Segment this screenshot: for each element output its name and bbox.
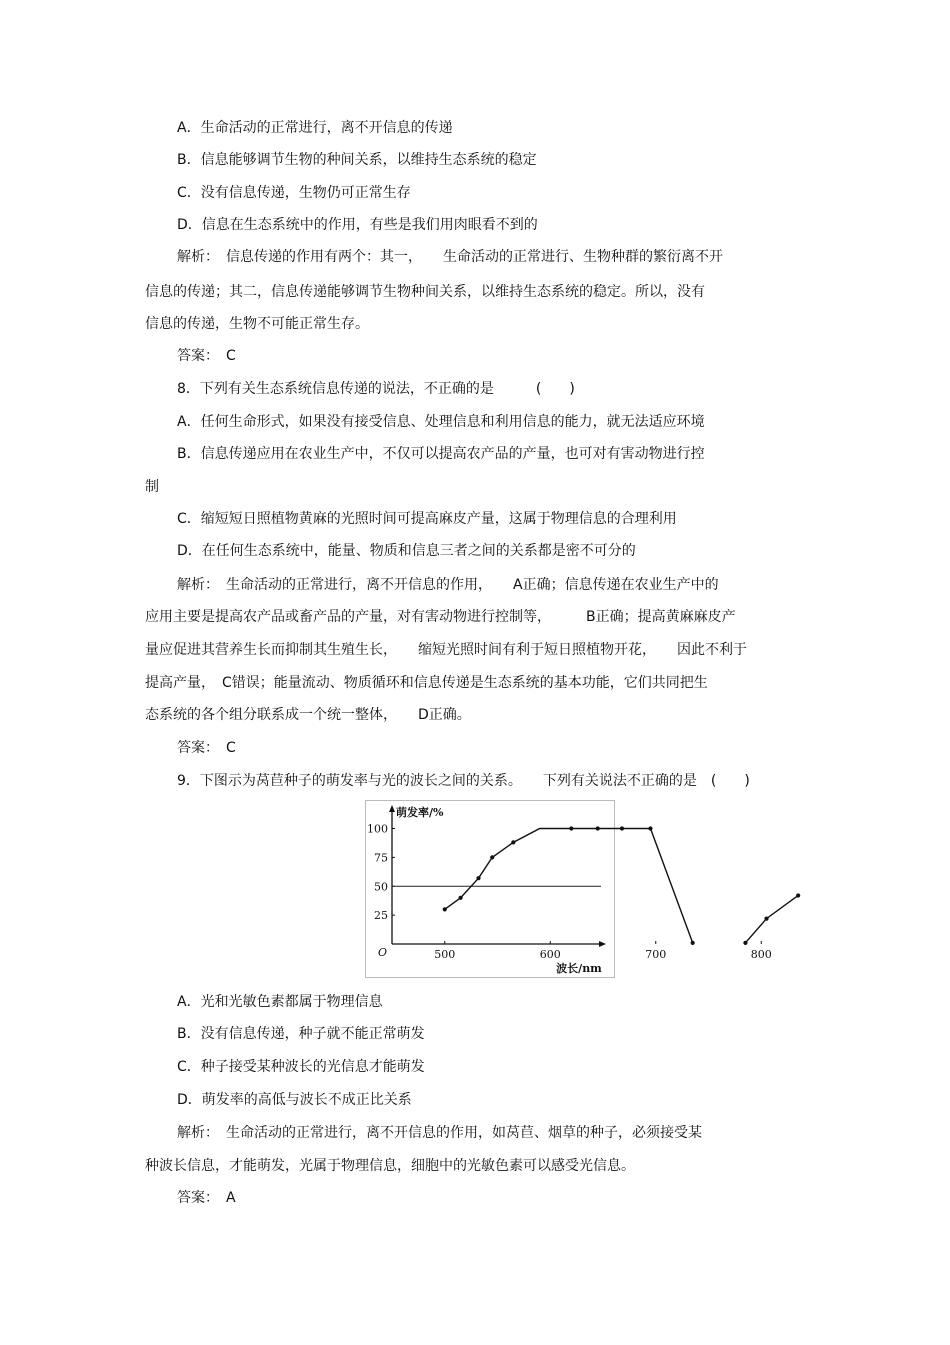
analysis-line: 解析： 信息传递的作用有两个：其一， 生命活动的正常进行、生物种群的繁衍离不开 bbox=[177, 249, 723, 265]
option-b: B．没有信息传递，种子就不能正常萌发 bbox=[177, 1026, 425, 1042]
option-c: C．缩短短日照植物黄麻的光照时间可提高麻皮产量，这属于物理信息的合理利用 bbox=[177, 511, 677, 527]
y-axis-label: 萌发率/% bbox=[396, 806, 444, 819]
option-a: A．光和光敏色素都属于物理信息 bbox=[177, 994, 383, 1010]
y-tick-label: 100 bbox=[367, 822, 388, 836]
analysis-line: 应用主要是提高农产品或畜产品的产量，对有害动物进行控制等， B正确；提高黄麻麻皮产 bbox=[145, 609, 736, 625]
option-a: A．生命活动的正常进行，离不开信息的传递 bbox=[177, 120, 453, 136]
y-axis-arrow bbox=[389, 805, 395, 812]
data-point bbox=[569, 826, 573, 830]
data-point bbox=[743, 941, 747, 945]
y-tick-label: 75 bbox=[374, 851, 388, 865]
question-8-stem: 8．下列有关生态系统信息传递的说法，不正确的是 ( ) bbox=[177, 381, 575, 397]
x-tick-label: 500 bbox=[434, 948, 456, 961]
question-9-stem: 9．下图示为莴苣种子的萌发率与光的波长之间的关系。 下列有关说法不正确的是 ( ) bbox=[177, 773, 750, 789]
y-tick-label: 50 bbox=[374, 880, 388, 894]
germination-curve bbox=[445, 829, 693, 943]
data-point bbox=[648, 826, 652, 830]
data-point bbox=[511, 840, 515, 844]
analysis-line: 信息的传递；其二，信息传递能够调节生物种间关系，以维持生态系统的稳定。所以，没有 bbox=[145, 284, 705, 300]
answer-line: 答案： A bbox=[177, 1190, 236, 1206]
option-d: D．萌发率的高低与波长不成正比关系 bbox=[177, 1092, 412, 1108]
chart-frame bbox=[366, 801, 615, 978]
germination-chart bbox=[365, 800, 772, 978]
data-point bbox=[458, 896, 462, 900]
analysis-line: 解析： 生命活动的正常进行，离不开信息的作用，如莴苣、烟草的种子，必须接受某 bbox=[177, 1125, 702, 1141]
option-b-continued: 制 bbox=[145, 479, 159, 495]
analysis-line: 态系统的各个组分联系成一个统一整体， D正确。 bbox=[145, 707, 471, 723]
x-axis-arrow bbox=[599, 941, 606, 947]
origin-label: O bbox=[378, 946, 388, 959]
data-point bbox=[691, 941, 695, 945]
data-point bbox=[620, 826, 624, 830]
data-point bbox=[490, 855, 494, 859]
option-d: D．在任何生态系统中，能量、物质和信息三者之间的关系都是密不可分的 bbox=[177, 543, 636, 559]
analysis-line: 提高产量， C错误；能量流动、物质循环和信息传递是生态系统的基本功能，它们共同把生 bbox=[145, 675, 708, 691]
answer-line: 答案： C bbox=[177, 740, 236, 756]
option-b: B．信息能够调节生物的种间关系，以维持生态系统的稳定 bbox=[177, 152, 537, 168]
option-c: C．种子接受某种波长的光信息才能萌发 bbox=[177, 1059, 425, 1075]
option-d: D．信息在生态系统中的作用，有些是我们用肉眼看不到的 bbox=[177, 217, 538, 233]
analysis-line: 解析： 生命活动的正常进行，离不开信息的作用， A正确；信息传递在农业生产中的 bbox=[177, 577, 719, 593]
x-tick-label: 700 bbox=[645, 948, 667, 961]
y-tick-label: 25 bbox=[374, 909, 388, 923]
x-tick-label: 600 bbox=[539, 948, 561, 961]
data-point bbox=[796, 893, 800, 897]
germination-curve bbox=[745, 895, 798, 942]
option-b: B．信息传递应用在农业生产中，不仅可以提高农产品的产量，也可对有害动物进行控 bbox=[177, 446, 705, 462]
data-point bbox=[596, 826, 600, 830]
x-tick-label: 800 bbox=[750, 948, 772, 961]
analysis-line: 种波长信息，才能萌发，光属于物理信息，细胞中的光敏色素可以感受光信息。 bbox=[145, 1158, 635, 1174]
answer-line: 答案： C bbox=[177, 348, 236, 364]
option-a: A．任何生命形式，如果没有接受信息、处理信息和利用信息的能力，就无法适应环境 bbox=[177, 414, 705, 430]
option-c: C．没有信息传递，生物仍可正常生存 bbox=[177, 185, 411, 201]
data-point bbox=[443, 907, 447, 911]
x-axis-label: 波长/nm bbox=[556, 962, 602, 975]
data-point bbox=[476, 876, 480, 880]
analysis-line: 信息的传递，生物不可能正常生存。 bbox=[145, 316, 369, 332]
data-point bbox=[764, 916, 768, 920]
analysis-line: 量应促进其营养生长而抑制其生殖生长， 缩短光照时间有利于短日照植物开花， 因此不利于 bbox=[145, 642, 747, 658]
